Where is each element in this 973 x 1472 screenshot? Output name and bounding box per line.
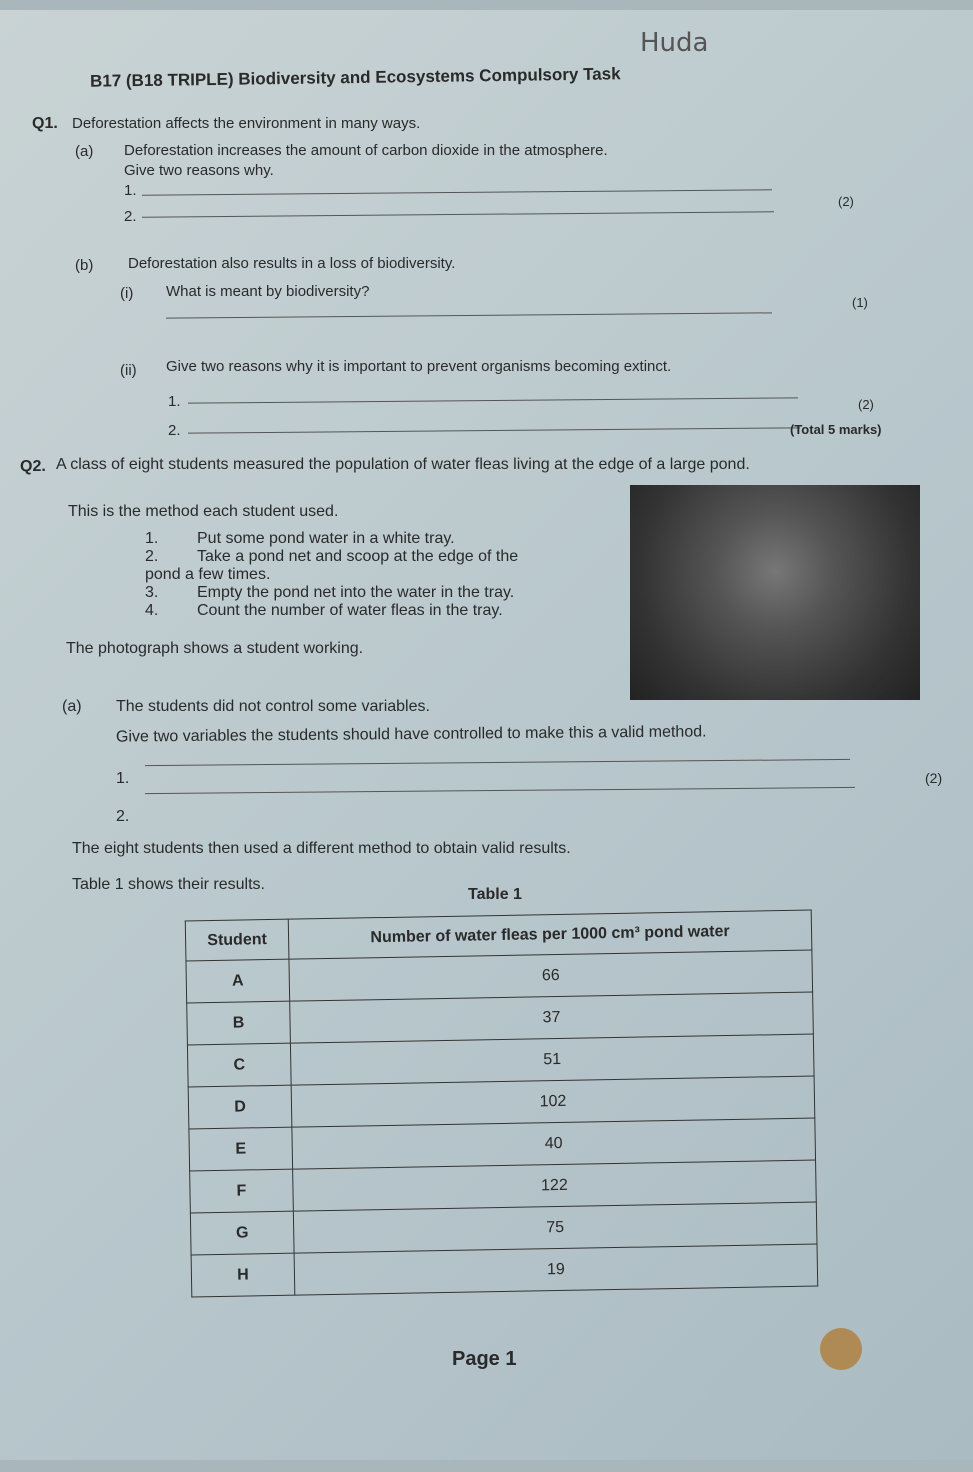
- value-cell: 37: [290, 992, 814, 1043]
- q1-label: Q1.: [32, 115, 58, 132]
- method-step: 1. Put some pond water in a white tray.: [145, 530, 455, 547]
- student-cell: E: [189, 1127, 293, 1171]
- q2a-label: (a): [62, 698, 82, 715]
- worksheet-page: [0, 10, 973, 1460]
- q1b-label: (b): [75, 257, 94, 274]
- value-cell: 66: [289, 950, 813, 1001]
- q1bii-n1: 1.: [168, 393, 181, 410]
- hole-punch: [820, 1328, 862, 1370]
- q2a-prompt: Give two variables the students should have controlled to make this a valid method.: [115, 723, 707, 746]
- value-cell: 19: [294, 1244, 818, 1295]
- q1bii-label: (ii): [120, 362, 137, 379]
- method-intro: This is the method each student used.: [68, 503, 339, 520]
- q2a-n1: 1.: [116, 770, 130, 787]
- q1bii-n2: 2.: [168, 422, 181, 439]
- method-step: 2. Take a pond net and scoop at the edge of the: [145, 548, 519, 565]
- answer-line[interactable]: [188, 427, 800, 433]
- q2-label: Q2.: [20, 458, 46, 475]
- student-cell: C: [187, 1043, 291, 1087]
- q1a-n1: 1.: [124, 182, 137, 199]
- page-title: B17 (B18 TRIPLE) Biodiversity and Ecosystems Compulsory Task: [89, 64, 621, 91]
- q2a-n2: 2.: [116, 808, 130, 825]
- q2a-text: The students did not control some variables.: [116, 698, 430, 715]
- student-cell: B: [187, 1001, 291, 1045]
- table-caption: Table 1: [468, 886, 522, 903]
- q1bi-label: (i): [120, 285, 134, 302]
- column-header: Student: [185, 919, 289, 961]
- q1bii-marks: (2): [858, 397, 874, 412]
- answer-line[interactable]: [145, 759, 850, 766]
- q1-intro: Deforestation affects the environment in many ways.: [72, 115, 421, 132]
- q1b-text: Deforestation also results in a loss of biodiversity.: [128, 255, 456, 272]
- student-cell: D: [188, 1085, 292, 1129]
- student-cell: A: [186, 959, 290, 1003]
- q2-intro: A class of eight students measured the population of water fleas living at the edge of a large pond.: [56, 456, 750, 473]
- table-intro: Table 1 shows their results.: [72, 876, 265, 893]
- student-cell: F: [190, 1169, 294, 1213]
- method-steps: [145, 530, 518, 620]
- q1-total: (Total 5 marks): [790, 422, 882, 437]
- q1bi-marks: (1): [852, 295, 868, 310]
- answer-line[interactable]: [142, 211, 774, 218]
- student-cell: G: [190, 1211, 294, 1255]
- q1a-n2: 2.: [124, 208, 137, 225]
- q1a-text: Deforestation increases the amount of carbon dioxide in the atmosphere.: [124, 142, 608, 159]
- method-step: pond a few times.: [145, 566, 271, 583]
- value-cell: 51: [290, 1034, 814, 1085]
- photo-caption: The photograph shows a student working.: [66, 640, 364, 657]
- q2a-marks: (2): [925, 770, 943, 786]
- q1bi-text: What is meant by biodiversity?: [166, 283, 370, 300]
- column-header: Number of water fleas per 1000 cm³ pond water: [288, 910, 812, 959]
- results-table: [185, 910, 818, 1298]
- value-cell: 75: [293, 1202, 817, 1253]
- q1bii-text: Give two reasons why it is important to prevent organisms becoming extinct.: [166, 358, 672, 375]
- page-number: Page 1: [452, 1348, 517, 1370]
- value-cell: 102: [291, 1076, 815, 1127]
- method-step: 4. Count the number of water fleas in the tray.: [145, 602, 503, 619]
- q1a-prompt: Give two reasons why.: [124, 162, 274, 179]
- method-step: 3. Empty the pond net into the water in the tray.: [145, 584, 515, 601]
- value-cell: 122: [293, 1160, 817, 1211]
- answer-line[interactable]: [166, 312, 772, 318]
- q1a-marks: (2): [838, 194, 854, 209]
- answer-line[interactable]: [188, 397, 798, 403]
- q1a-label: (a): [75, 143, 94, 160]
- value-cell: 40: [292, 1118, 816, 1169]
- handwritten-name: Huda: [640, 28, 709, 58]
- answer-line[interactable]: [145, 787, 855, 794]
- answer-line[interactable]: [142, 189, 772, 195]
- student-photo: [630, 485, 920, 700]
- student-cell: H: [191, 1253, 295, 1297]
- q2-then: The eight students then used a different method to obtain valid results.: [72, 840, 571, 857]
